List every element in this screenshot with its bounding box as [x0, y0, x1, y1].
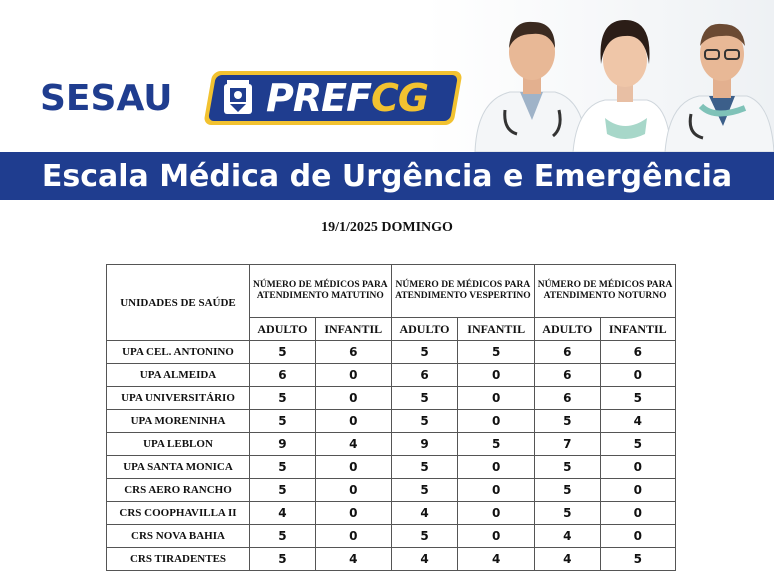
value-cell: 9: [391, 433, 458, 456]
value-cell: 0: [315, 456, 391, 479]
table-row: [107, 364, 676, 387]
schedule-table: [106, 264, 676, 571]
value-cell: 5: [458, 433, 535, 456]
group-header-night: NÚMERO DE MÉDICOS PARA ATENDIMENTO NOTURNO: [535, 265, 676, 318]
value-cell: 7: [535, 433, 600, 456]
value-cell: 5: [535, 502, 600, 525]
value-cell: 6: [535, 364, 600, 387]
unit-name: UPA ALMEIDA: [107, 364, 250, 387]
value-cell: 5: [391, 479, 458, 502]
value-cell: 0: [600, 364, 675, 387]
value-cell: 0: [315, 364, 391, 387]
value-cell: 0: [458, 502, 535, 525]
value-cell: 6: [250, 364, 316, 387]
group-header-morning: NÚMERO DE MÉDICOS PARA ATENDIMENTO MATUTINO: [250, 265, 392, 318]
unit-name: CRS TIRADENTES: [107, 548, 250, 571]
unit-name: UPA UNIVERSITÁRIO: [107, 387, 250, 410]
value-cell: 5: [250, 479, 316, 502]
value-cell: 0: [600, 502, 675, 525]
value-cell: 0: [315, 502, 391, 525]
header: [0, 0, 774, 152]
value-cell: 5: [250, 341, 316, 364]
value-cell: 5: [600, 433, 675, 456]
value-cell: 0: [600, 525, 675, 548]
value-cell: 0: [315, 410, 391, 433]
value-cell: 0: [315, 525, 391, 548]
value-cell: 6: [600, 341, 675, 364]
value-cell: 0: [600, 479, 675, 502]
sub-header-child: INFANTIL: [315, 318, 391, 341]
unit-name: CRS NOVA BAHIA: [107, 525, 250, 548]
value-cell: 9: [250, 433, 316, 456]
value-cell: 6: [535, 387, 600, 410]
unit-name: UPA LEBLON: [107, 433, 250, 456]
value-cell: 5: [535, 410, 600, 433]
title-banner: [0, 152, 774, 200]
value-cell: 4: [458, 548, 535, 571]
group-header-afternoon: NÚMERO DE MÉDICOS PARA ATENDIMENTO VESPERTINO: [391, 265, 534, 318]
value-cell: 5: [250, 456, 316, 479]
schedule-date: 19/1/2025 DOMINGO: [321, 220, 453, 235]
unit-name: CRS AERO RANCHO: [107, 479, 250, 502]
value-cell: 4: [315, 433, 391, 456]
table-row: [107, 548, 676, 571]
value-cell: 4: [535, 525, 600, 548]
prefcg-logo-part2: CG: [371, 76, 429, 120]
prefcg-logo-part1: PREF: [266, 76, 372, 120]
value-cell: 5: [600, 387, 675, 410]
value-cell: 5: [391, 456, 458, 479]
sub-header-adult: ADULTO: [250, 318, 316, 341]
value-cell: 6: [535, 341, 600, 364]
table-row: [107, 502, 676, 525]
value-cell: 0: [458, 410, 535, 433]
value-cell: 5: [391, 410, 458, 433]
unit-column-header: UNIDADES DE SAÚDE: [107, 265, 250, 341]
table-row: [107, 479, 676, 502]
city-crest-icon: [218, 76, 258, 120]
table-group-header-row: [107, 265, 676, 318]
unit-name: UPA SANTA MONICA: [107, 456, 250, 479]
value-cell: 5: [535, 456, 600, 479]
unit-name: UPA MORENINHA: [107, 410, 250, 433]
table-row: [107, 341, 676, 364]
value-cell: 4: [391, 548, 458, 571]
value-cell: 6: [391, 364, 458, 387]
table-row: [107, 456, 676, 479]
value-cell: 4: [315, 548, 391, 571]
value-cell: 5: [391, 341, 458, 364]
unit-name: CRS COOPHAVILLA II: [107, 502, 250, 525]
page-title: Escala Médica de Urgência e Emergência: [41, 158, 733, 194]
value-cell: 5: [391, 387, 458, 410]
value-cell: 4: [535, 548, 600, 571]
value-cell: 0: [458, 456, 535, 479]
value-cell: 5: [535, 479, 600, 502]
value-cell: 5: [250, 410, 316, 433]
prefcg-logo-text: [266, 74, 428, 122]
table-row: [107, 525, 676, 548]
value-cell: 0: [458, 387, 535, 410]
sub-header-adult: ADULTO: [535, 318, 600, 341]
value-cell: 6: [315, 341, 391, 364]
value-cell: 5: [250, 387, 316, 410]
sub-header-adult: ADULTO: [391, 318, 458, 341]
unit-name: UPA CEL. ANTONINO: [107, 341, 250, 364]
value-cell: 0: [315, 479, 391, 502]
value-cell: 0: [315, 387, 391, 410]
sub-header-child: INFANTIL: [458, 318, 535, 341]
table-row: [107, 433, 676, 456]
doctors-photo: [465, 10, 774, 152]
value-cell: 0: [458, 364, 535, 387]
value-cell: 4: [600, 410, 675, 433]
sub-header-child: INFANTIL: [600, 318, 675, 341]
value-cell: 0: [600, 456, 675, 479]
value-cell: 0: [458, 479, 535, 502]
value-cell: 4: [250, 502, 316, 525]
value-cell: 5: [391, 525, 458, 548]
value-cell: 0: [458, 525, 535, 548]
table-row: [107, 387, 676, 410]
value-cell: 5: [250, 548, 316, 571]
value-cell: 5: [600, 548, 675, 571]
sesau-logo: SESAU: [40, 78, 173, 119]
value-cell: 5: [250, 525, 316, 548]
table-row: [107, 410, 676, 433]
value-cell: 5: [458, 341, 535, 364]
value-cell: 4: [391, 502, 458, 525]
